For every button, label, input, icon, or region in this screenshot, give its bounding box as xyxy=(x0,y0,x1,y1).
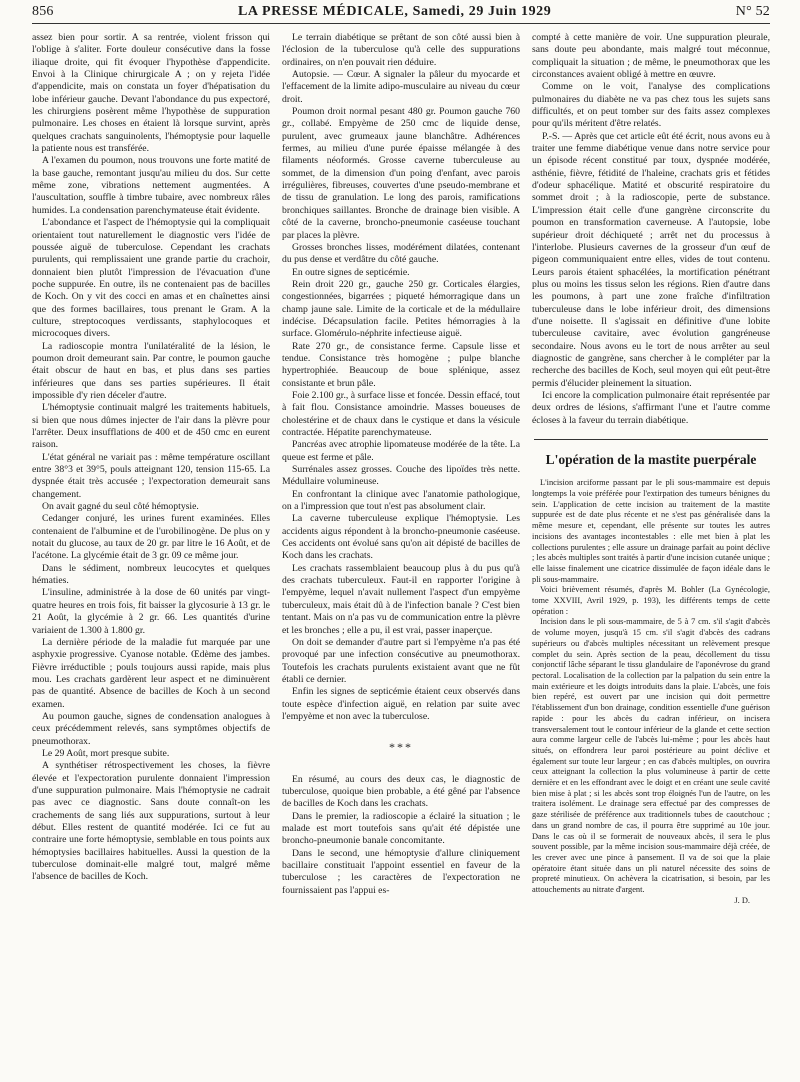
page-number: 856 xyxy=(32,4,54,19)
paragraph: La caverne tuberculeuse explique l'hémoptysie. Les accidents aigus répondent à la broncho-pneumonie caséeuse. Ces accidents ont évolué sans qu'on ait dépisté de bacilles de Koch dans les crachats. xyxy=(282,513,520,562)
paragraph: Cedanger conjuré, les urines furent examinées. Elles contenaient de l'albumine et de l'urobilinogène. De plus on y notait du glucose, au taux de 20 gr. par litre le 16 Août, et de l'acétone. La glycémie était de 3 gr. 09 ce même jour. xyxy=(32,513,270,562)
paragraph: Ici encore la complication pulmonaire était représentée par deux ordres de lésions, s'affirmant l'une et l'autre comme écloses à la faveur du terrain diabétique. xyxy=(532,389,770,426)
paragraph: On avait gagné du seul côté hémoptysie. xyxy=(42,501,199,513)
asterism-separator: *** xyxy=(389,740,413,755)
paragraph: L'insuline, administrée à la dose de 60 unités par vingt-quatre heures en trois fois, fit baisser la glycosurie à 13 gr. le 21 Août, la glycémie à 2 gr. 66. Les quantités d'urine variaient de 1.300 à 1.800 gr. xyxy=(32,587,270,636)
paragraph: La dernière période de la maladie fut marquée par une asphyxie progressive. Cyanose notable. Œdème des jambes. Fièvre irréductible ; pouls toujours aussi rapide, mais plus mou. Les crachats gardèrent leur aspect et ne diminuèrent pas de quantité. Absence de bacilles de Koch à un second examen. xyxy=(32,636,270,710)
paragraph: Incision dans le pli sous-mammaire, de 5 à 7 cm. s'il s'agit d'abcès de volume moyen, jusqu'à 15 cm. s'il s'agit d'abcès des cadrans supérieurs ou d'abcès multiples nécessitant un relèvement presque complet du sein. Après section de la peau, décollement du tissu conjonctif lâche séparant le tissu glandulaire de l'aponévrose du grand pectoral. Localisation de la collection par la palpation du sein entre la main extérieure et les doigts introduits dans la plaie. L'abcès, une fois bien repéré, est ouvert par une incision qui doit permettre l'établissement d'un bon drainage, condition essentielle d'une guérison rapide : pour les abcès du cadran inférieur, on incisera transversalement tout le contour inférieur de la glande et cette section aura comme largeur celle de l'abcès lui-même ; pour les abcès haut situés, on effondrera leur paroi postérieure au point déclive et également sur toute leur largeur ; en cas d'abcès multiples, on ouvrira ceux atteignant la collection la plus volumineuse à partir de cette dernière et en les effondrant avec le doigt et en créant une seule cavité bien mise à plat ; si les abcès sont trop éloignés l'un de l'autre, on les traitera isolément. Le drainage sera effectué par des compresses de gaze stérilisée de préférence aux traditionnels tubes de caoutchouc ; dans un grand nombre de cas, il pourra être supprimé au 10e jour. Dans le cas où il se formerait de nouveaux abcès, il sera le plus souvent possible, par la même incision sous-mammaire déjà créée, de les crever avec une pince à pansement. Il va de soi que la plaie opératoire étant située dans un pli naturel nécessite des soins de propreté minutieux. On achèvera la cicatrisation, si besoin, par les attouchements au nitrate d'argent. xyxy=(532,617,770,895)
journal-title: LA PRESSE MÉDICALE, Samedi, 29 Juin 1929 xyxy=(237,4,552,19)
page-header xyxy=(32,4,770,24)
paragraph: Poumon droit normal pesant 480 gr. Poumon gauche 760 gr., collabé. Empyème de 250 cmc de liquide dense, purulent, avec grumeaux jaune blanchâtre. Adhérences fermes, au milieu d'une purée épaisse mélangée à des filaments néoformés. Grosse caverne tuberculeuse au sommet, de la dimension d'un poing d'enfant, avec parois irrégulières, fibreuses, couvertes d'une pseudo-membrane et de tissu de granulation. Le long des parois, ramifications bronchiques saillantes. Bronche de drainage bien visible. A côté de la caverne, broncho-pneumonie caséeuse touchant par places la plèvre. xyxy=(282,106,520,241)
paragraph: Au poumon gauche, signes de condensation analogues à ceux précédemment relevés, sans symptômes objectifs de pneumothorax. xyxy=(32,710,270,747)
postscript-paragraph: P.-S. — Après que cet article eût été écrit, nous avons eu à traiter une femme diabétique venue dans notre service pour un épisode récent constitué par toux, dyspnée modérée, asthénie, fièvre, fétidité de l'haleine, crachats gris et fétides d'odeur sphacélique. Matité et obscurité respiratoire du sommet droit ; à la radioscopie, perte de substance. L'impression était celle d'une gangrène circonscrite du poumon en transformation caverneuse. A l'autopsie, lobe supérieur droit déchiqueté ; arrêt net du processus à l'interlobe. Plusieurs cavernes de la grosseur d'un œuf de pigeon communiquaient entre elles, vides de tout contenu. Leurs parois étaient sphacélées, la mortification pénétrant plus ou moins les tissus selon les régions. Rien d'autre dans les poumons, à part une zone fraîche d'infiltration tuberculeuse dans le lobe inférieur droit, des dimensions d'une noisette. Il s'agissait en définitive d'une lobite tuberculeuse cavitaire, avec évolution gangréneuse secondaire. Nous avons eu le tort de nous arrêter au seul diagnostic de gangrène, sans chercher à le compléter par la recherche des bacilles de Koch, seul moyen qui eût peut-être permis d'élucider pleinement la situation. xyxy=(532,130,770,389)
paragraph: Dans le sédiment, nombreux leucocytes et quelques hématies. xyxy=(32,562,270,587)
paragraph: Foie 2.100 gr., à surface lisse et foncée. Dessin effacé, tout à fait flou. Consistance amoindrie. Masses boueuses de cholestérine et de chaux dans le cystique et dans la vésicule contractée. Hépatite parenchymateuse. xyxy=(282,389,520,438)
autopsy-paragraph: Autopsie. — Cœur. A signaler la pâleur du myocarde et l'effacement de la limite adipo-musculaire au niveau du cœur droit. xyxy=(282,69,520,105)
paragraph: L'abondance et l'aspect de l'hémoptysie qui la compliquait orientaient tout naturellement le diagnostic vers l'idée de poussée aiguë de tuberculose. Cependant les crachats purulents, qui remplissaient une grande partie du crachoir, donnaient bien plutôt l'impression de l'évacuation d'une poche suppurée. En outre, ils ne contenaient pas de bacilles de Koch. On y vit des cocci en amas et en chaînettes ainsi que des formes bacillaires, tous prenant le Gram. A la culture, streptocoques verdissants, staphylocoques et microcoques divers. xyxy=(32,217,270,340)
paragraph: Pancréas avec atrophie lipomateuse modérée de la tête. La queue est ferme et pâle. xyxy=(282,439,520,463)
paragraph: Les crachats rassemblaient beaucoup plus à du pus qu'à des crachats tuberculeux. Faut-il en rapporter l'origine à l'empyème, lequel n'avait nullement l'aspect d'un empyème tuberculeux, mais était dû à de l'infection banale ? C'est bien tentant. Mais on n'a pas vu de communication entre la plèvre et les bronches ; elle a pu, il est vrai, passer inaperçue. xyxy=(282,562,520,636)
section-divider xyxy=(534,439,768,440)
paragraph: On doit se demander d'autre part si l'empyème n'a pas été provoqué par une infection consécutive au pneumothorax. Toutefois les crachats purulents existaient avant que ne fût établi ce dernier. xyxy=(282,636,520,685)
article-columns xyxy=(32,32,770,906)
paragraph: L'incision arciforme passant par le pli sous-mammaire est depuis longtemps la voie préférée pour l'extirpation des tumeurs bénignes du sein. L'application de cette incision au traitement de la mastite suppurée est de date plus récente et ne s'est pas généralisée dans la même mesure et, cependant, elle présente sur toutes les autres incisions des avantages incontestables : elle met bien à plat les collections purulentes ; elle assure un drainage parfait au point déclive ; les abcès multiples sont traités à partir d'une incision cutanée unique ; elle laisse finalement une cicatrice dissimulée de façon idéale dans le pli sous-mammaire. xyxy=(532,478,770,584)
column-3 xyxy=(532,32,770,906)
paragraph: assez bien pour sortir. A sa rentrée, violent frisson qui l'oblige à s'aliter. Forte douleur consécutive dans la fosse iliaque droite, qui fit évoquer l'hypothèse d'appendicite. Envoi à la Clinique chirurgicale A ; on y rejeta l'idée d'appendicite, mais on constata un foyer d'hépatisation du lobe inférieur gauche. Devant l'abondance du pus expectoré, les chirurgiens posèrent même l'hypothèse de suppuration pulmonaire. Les choses en étaient là lorsque survint, après quelques crachats sanguinolents, l'hémoptysie pour laquelle la patiente nous est transférée. xyxy=(32,32,270,155)
paragraph: A synthétiser rétrospectivement les choses, la fièvre élevée et l'expectoration purulente donnaient l'impression d'une suppuration pulmonaire. Mais l'hémoptysie ne cadrait pas avec ce diagnostic. Sans doute connaît-on les crachements de sang liés aux suppurations, surtout à leur début. Elles restent de quantité modérée. Ici ce fut au contraire une forte hémoptysie, semblable en tous points aux hémoptysies bacillaires habituelles. Aussi la question de la tuberculose dominait-elle malgré tout, malgré même l'absence de bacilles de Koch. xyxy=(32,760,270,883)
signature: J. D. xyxy=(734,895,750,905)
paragraph: L'état général ne variait pas : même température oscillant entre 38°3 et 39°5, pouls atteignant 120, tension 115-65. La dyspnée était très accusée ; l'expectoration demeurait sans changement. xyxy=(32,451,270,500)
paragraph: Dans le premier, la radioscopie a éclairé la situation ; le malade est mort toutefois sans qu'ait été dépistée une broncho-pneumonie banale concomitante. xyxy=(282,810,520,847)
paragraph: Le 29 Août, mort presque subite. xyxy=(42,747,170,759)
paragraph: A l'examen du poumon, nous trouvons une forte matité de la base gauche, remontant jusqu'au milieu du dos. Sur cette même zone, vibrations nettement augmentées. A l'auscultation, souffle à timbre tubaire, avec nombreux râles humides. La condensation parenchymateuse était évidente. xyxy=(32,155,270,216)
paragraph: Comme on le voit, l'analyse des complications pulmonaires du diabète ne va pas chez tous les sujets sans difficultés, et on peut tomber sur des faits assez complexes pour qu'ils méritent d'être relatés. xyxy=(532,81,770,130)
paragraph: Surrénales assez grosses. Couche des lipoïdes très nette. Médullaire volumineuse. xyxy=(282,464,520,488)
paragraph: Voici brièvement résumés, d'après M. Bohler (La Gynécologie, tome XXVIII, Avril 1929, p. 193), les différents temps de cette opération : xyxy=(532,585,770,616)
paragraph: En outre signes de septicémie. xyxy=(292,266,410,278)
article-body xyxy=(532,478,770,906)
paragraph: Dans le second, une hémoptysie d'allure cliniquement bacillaire constituait l'appoint essentiel en faveur de la tuberculose ; les caractères de l'expectoration ne fournissaient pas l'appui es- xyxy=(282,847,520,896)
paragraph: Rate 270 gr., de consistance ferme. Capsule lisse et tendue. Consistance très homogène ; pulpe blanche hypertrophiée. Beaucoup de boue splénique, assez consistante et brun pâle. xyxy=(282,340,520,389)
paragraph: Rein droit 220 gr., gauche 250 gr. Corticales élargies, congestionnées, bigarrées ; piqueté hémorragique dans un champ jaune sale. Limite de la corticale et de la médullaire indécise. Décapsulation facile. Petites hémorragies à la surface. Glomérulo-néphrite infectieuse aiguë. xyxy=(282,278,520,340)
column-1 xyxy=(32,32,270,906)
column-2 xyxy=(282,32,520,906)
paragraph: En confrontant la clinique avec l'anatomie pathologique, on a l'impression que tout n'est pas absolument clair. xyxy=(282,488,520,513)
paragraph: L'hémoptysie continuait malgré les traitements habituels, si bien que nous dûmes injecter de l'air dans la plèvre pour l'arrêter. Deux insufflations de 400 et de 450 cmc en eurent raison. xyxy=(32,402,270,451)
issue-number: N° 52 xyxy=(735,4,770,19)
paragraph: Grosses bronches lisses, modérément dilatées, contenant du pus dense et verdâtre du côté gauche. xyxy=(282,241,520,266)
paragraph: La radioscopie montra l'unilatéralité de la lésion, le poumon droit demeurant sain. Par contre, le poumon gauche était obscur de haut en bas, et plus dans ses parties inférieures que dans ses parties supérieures. Il était impossible d'y rien déceler d'autre. xyxy=(32,340,270,401)
article-title: L'opération de la mastite puerpérale xyxy=(545,452,757,467)
paragraph: En résumé, au cours des deux cas, le diagnostic de tuberculose, quoique bien probable, a été gêné par l'absence de bacilles de Koch dans les crachats. xyxy=(282,773,520,810)
paragraph: compté à cette manière de voir. Une suppuration pleurale, sans doute peu abondante, mais malgré tout méconnue, compliquait la situation ; de même, le pneumothorax que les circonstances avaient obligé à mettre en œuvre. xyxy=(532,32,770,81)
paragraph: Enfin les signes de septicémie étaient ceux observés dans toute espèce d'infection aiguë, en relation par suite avec l'empyème et non avec la tuberculose. xyxy=(282,686,520,722)
paragraph: Le terrain diabétique se prêtant de son côté aussi bien à l'éclosion de la tuberculose qu'à celle des suppurations ordinaires, on n'en pouvait rien déduire. xyxy=(282,32,520,68)
